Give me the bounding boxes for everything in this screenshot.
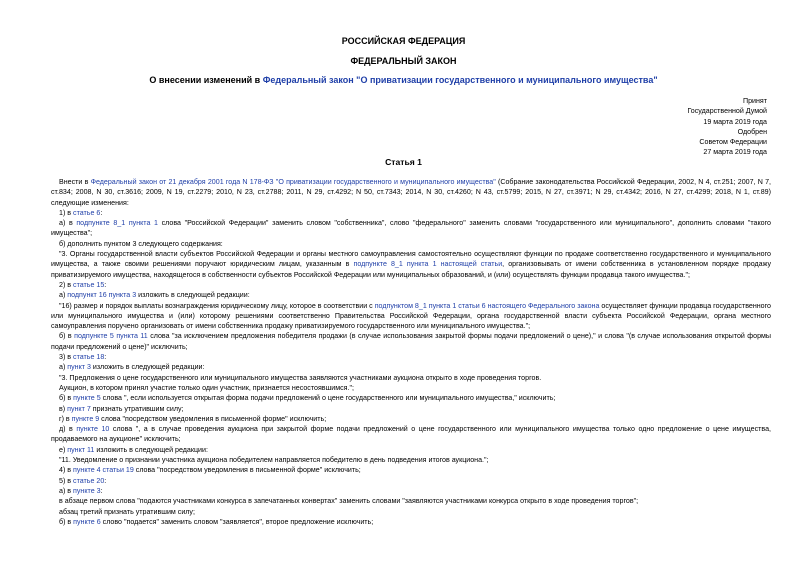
text-fragment: :: [104, 353, 107, 362]
amendment-item: б) дополнить пунктом 3 следующего содержания:: [59, 239, 223, 248]
adoption-line: Одобрен: [737, 127, 767, 136]
amendment-item: абзац третий признать утратившим силу;: [59, 507, 195, 516]
text-fragment: "3. Органы государственной власти субъектов Российской Федерации и органы местного самоуправления самостоятельно осуществляют функции по продаже соответственно государственного и муниципального имущества, а также своими решениями поручают юридическим лицам, указанным в: [51, 250, 771, 269]
amendment-item: [51, 218, 771, 239]
text-fragment: Внести в: [59, 178, 91, 186]
text-fragment: б) в: [59, 517, 74, 526]
text-fragment: е): [59, 445, 68, 454]
point-link[interactable]: пункте 5: [73, 394, 101, 403]
text-fragment: , организовывать от имени собственника в установленном порядке продажу приватизируемого имущества, находящегося в собственности субъектов Российской Федерации или муниципальных образований, и (или) осуществлять функции продавца такого имущества.";: [51, 260, 772, 279]
point-link[interactable]: пункте 9: [71, 414, 100, 423]
text-fragment: :: [100, 486, 103, 495]
amendment-item: [51, 393, 771, 403]
point-link[interactable]: пункт 7: [67, 404, 91, 413]
text-fragment: изложить в следующей редакции:: [90, 363, 205, 372]
adoption-line: Советом Федерации: [699, 138, 767, 147]
text-fragment: изложить в следующей редакции:: [136, 291, 250, 300]
subparagraph-link[interactable]: подпункте 5 пункта 11: [74, 332, 148, 341]
point-link[interactable]: пункте 3: [73, 486, 101, 495]
amendment-item: [51, 208, 771, 218]
subparagraph-link[interactable]: подпункте 8_1 пункта 1: [76, 219, 158, 228]
amendment-item: [51, 362, 771, 372]
amendment-item: "3. Предложения о цене государственного или муниципального имущества заявляются участниками аукциона открыто в ходе проведения торгов.: [59, 373, 542, 382]
amendment-item: [51, 465, 771, 475]
adoption-line: 27 марта 2019 года: [703, 148, 767, 157]
text-fragment: :: [104, 280, 107, 289]
subparagraph-link[interactable]: подпунктом 8_1 пункта 1 статьи 6 настоящего Федерального закона: [374, 301, 600, 310]
article-body: [51, 177, 771, 527]
text-fragment: осуществляет функции продавца государственного или муниципального имущества и (или) которому решениями соответственно Правительства Российской Федерации, органа государственной власти субъекта Российской Федерации, органа местного самоуправления поручено организовать от имени собственника продажу приватизируемого государственного или муниципального имущества.";: [51, 301, 771, 331]
text-fragment: 1) в: [59, 208, 74, 217]
text-fragment: :: [100, 208, 103, 217]
text-fragment: а) в: [59, 219, 77, 228]
amendment-item: в абзаце первом слова "подаются участниками конкурса в запечатанных конвертах" заменить словами "заявляются участниками конкурса открыто в ходе проведения торгов";: [59, 497, 639, 506]
text-fragment: (Собрание законодательства Российской Федерации, 2002, N 4, ст.251; 2007, N 7, ст.834; 2008, N 30, ст.3616; 2009, N 19, ст.2279; 2010, N 23, ст.2788; 2011, N 29, ст.4292; N 50, ст.7343; 2014, N 30, ст.4260; N 43, ст.5799; 2015, N 27, ст.3971; N 29, ст.4342; 2016, N 27, ст.4299; 2018, N 1, ст.89) следующие изменения:: [51, 178, 771, 207]
text-fragment: 4) в: [59, 466, 74, 475]
amendment-item: [51, 280, 771, 290]
text-fragment: а) в: [59, 486, 74, 495]
text-fragment: :: [104, 476, 107, 485]
adoption-line: 19 марта 2019 года: [703, 117, 767, 126]
text-fragment: а): [59, 363, 68, 372]
amendment-item: [51, 476, 771, 486]
amendment-item: [51, 414, 771, 424]
text-fragment: 5) в: [59, 476, 74, 485]
amendment-item: [51, 445, 771, 455]
text-fragment: слова "посредством уведомления в письменной форме" исключить;: [99, 414, 327, 423]
text-fragment: д) в: [59, 425, 77, 434]
law-title-prefix: О внесении изменений в: [149, 75, 263, 85]
federation-heading: РОССИЙСКАЯ ФЕДЕРАЦИЯ: [341, 36, 466, 46]
text-fragment: "16) размер и порядок выплаты вознаграждения юридическому лицу, которое в соответствии с: [59, 301, 375, 310]
law-title-link[interactable]: Федеральный закон "О приватизации государственного и муниципального имущества": [262, 75, 658, 85]
amendment-item: [51, 352, 771, 362]
text-fragment: а): [59, 291, 68, 300]
text-fragment: признать утратившим силу;: [90, 404, 184, 413]
text-fragment: б) в: [59, 394, 74, 403]
point-link[interactable]: пункте 6: [73, 517, 101, 526]
amendment-item: [51, 517, 771, 527]
law-title: [0, 75, 807, 85]
text-fragment: г) в: [59, 414, 72, 423]
subparagraph-link[interactable]: подпункт 16 пункта 3: [67, 291, 137, 300]
text-fragment: изложить в следующей редакции:: [94, 445, 208, 454]
article-6-link[interactable]: статье 6: [73, 208, 101, 217]
text-fragment: слова "Российской Федерации" заменить словом "собственника", слово "федерального" заменить словами "государственного или муниципального", дополнить словами "такого имущества";: [51, 219, 771, 238]
amendment-item: [51, 331, 771, 352]
text-fragment: слова ", если используется открытая форма подачи предложений о цене государственного или муниципального имущества," исключить;: [100, 394, 556, 403]
article-20-link[interactable]: статье 20: [73, 476, 105, 485]
adoption-line: Государственной Думой: [687, 107, 767, 116]
point-link[interactable]: пункт 3: [67, 363, 91, 372]
amendment-item: [51, 424, 771, 445]
text-fragment: слова "за исключением предложения победителя продажи (в случае использования закрытой формы подачи предложений о цене)," и слова "(в случае использования открытой формы подачи предложений о цене)" исключить;: [51, 332, 771, 351]
amendment-item: [51, 249, 771, 280]
text-fragment: слова ", а в случае проведения аукциона при закрытой форме подачи предложений о цене государственного или муниципального имущества только одно предложение о цене имущества, продаваемого на аукционе" исключить;: [51, 425, 772, 444]
adoption-block: [687, 96, 767, 158]
point-link[interactable]: пункт 11: [67, 445, 95, 454]
article-18-link[interactable]: статье 18: [73, 353, 105, 362]
amendment-item: [51, 486, 771, 496]
amendment-item: "11. Уведомление о признании участника аукциона победителем направляется победителю в день подведения итогов аукциона.";: [59, 456, 489, 465]
point-link[interactable]: пункте 4 статьи 19: [73, 466, 134, 475]
text-fragment: слова "посредством уведомления в письменной форме" исключить;: [133, 466, 361, 475]
amendment-item: [51, 404, 771, 414]
text-fragment: 3) в: [59, 353, 74, 362]
text-fragment: б) в: [59, 332, 75, 341]
law-type-heading: ФЕДЕРАЛЬНЫЙ ЗАКОН: [350, 56, 457, 66]
amendment-item: [51, 290, 771, 300]
amendment-item: Аукцион, в котором принял участие только один участник, признается несостоявшимся.";: [59, 383, 354, 392]
text-fragment: 2) в: [59, 280, 74, 289]
article-15-link[interactable]: статье 15: [73, 280, 105, 289]
law-reference-link[interactable]: Федеральный закон от 21 декабря 2001 года N 178-ФЗ "О приватизации государственного и муниципального имущества": [90, 178, 496, 186]
point-link[interactable]: пункте 10: [76, 425, 110, 434]
intro-paragraph: [51, 177, 771, 208]
amendment-item: [51, 301, 771, 332]
article-heading: Статья 1: [385, 157, 422, 167]
subparagraph-link[interactable]: подпункте 8_1 пункта 1 настоящей статьи: [353, 260, 503, 269]
text-fragment: в): [59, 404, 68, 413]
adoption-line: Принят: [742, 97, 767, 105]
text-fragment: слово "подается" заменить словом "заявляется", второе предложение исключить;: [100, 517, 374, 526]
